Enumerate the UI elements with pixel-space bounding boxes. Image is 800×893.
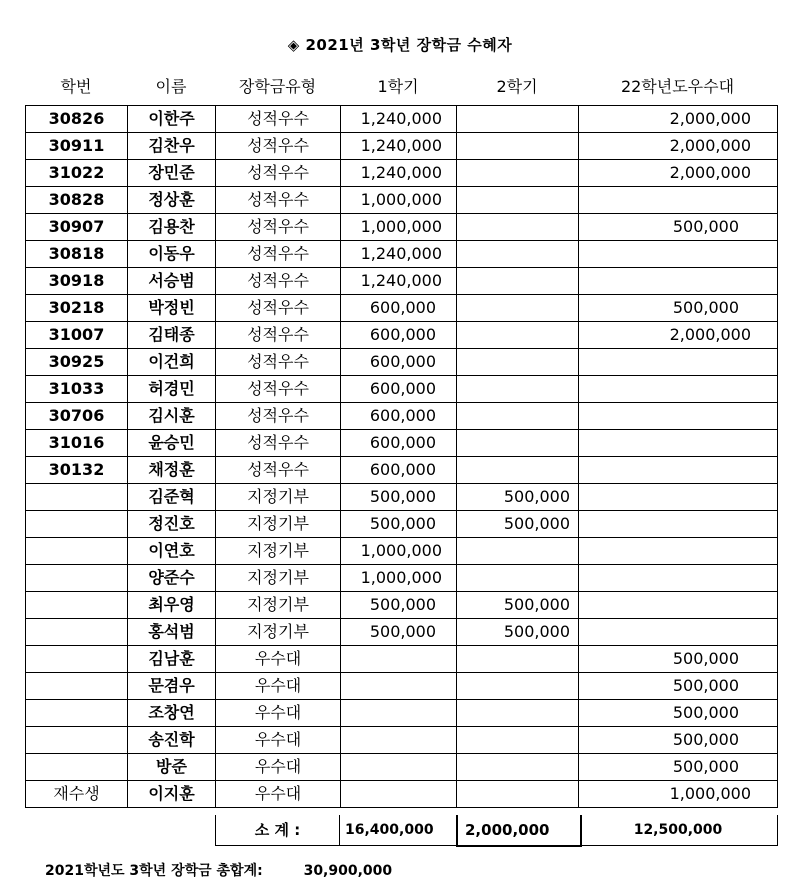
table-row [26, 619, 778, 646]
cell-sem2: 500,000 [457, 484, 579, 511]
cell-name: 이연호 [128, 538, 216, 565]
table-row [26, 349, 778, 376]
table-row [26, 430, 778, 457]
table-row [26, 592, 778, 619]
cell-type: 성적우수 [216, 322, 341, 349]
cell-type: 우수대 [216, 673, 341, 700]
table-row [26, 511, 778, 538]
cell-extra [579, 430, 778, 457]
table-row [26, 754, 778, 781]
cell-name: 이동우 [128, 241, 216, 268]
cell-sem1: 500,000 [341, 619, 457, 646]
cell-extra: 500,000 [579, 727, 778, 754]
cell-id: 재수생 [26, 781, 128, 808]
cell-sem1 [341, 646, 457, 673]
cell-id: 30918 [26, 268, 128, 295]
header-name: 이름 [155, 77, 187, 96]
table-row [26, 160, 778, 187]
cell-sem2: 500,000 [457, 511, 579, 538]
cell-type: 지정기부 [216, 592, 341, 619]
cell-type: 지정기부 [216, 565, 341, 592]
page-title: ◈ 2021년 3학년 장학금 수혜자 [287, 36, 513, 54]
cell-id [26, 673, 128, 700]
cell-type: 성적우수 [216, 430, 341, 457]
cell-type: 성적우수 [216, 133, 341, 160]
cell-extra [579, 268, 778, 295]
cell-sem1 [341, 754, 457, 781]
cell-extra [579, 619, 778, 646]
cell-extra: 500,000 [579, 295, 778, 322]
cell-extra: 500,000 [579, 214, 778, 241]
cell-sem2 [457, 376, 579, 403]
cell-id [26, 727, 128, 754]
cell-id: 30911 [26, 133, 128, 160]
cell-extra: 500,000 [579, 700, 778, 727]
cell-type: 성적우수 [216, 214, 341, 241]
cell-sem2 [457, 133, 579, 160]
cell-id [26, 619, 128, 646]
grand-total-label: 2021학년도 3학년 장학금 총합계: [45, 863, 263, 879]
grand-total-value: 30,900,000 [303, 863, 393, 879]
cell-type: 성적우수 [216, 160, 341, 187]
cell-sem2 [457, 646, 579, 673]
table-row [26, 538, 778, 565]
cell-sem1 [341, 700, 457, 727]
cell-sem1: 600,000 [341, 430, 457, 457]
cell-extra [579, 349, 778, 376]
cell-extra [579, 511, 778, 538]
cell-type: 지정기부 [216, 484, 341, 511]
cell-sem1: 1,240,000 [341, 106, 457, 133]
cell-type: 우수대 [216, 700, 341, 727]
table-row [26, 403, 778, 430]
cell-sem2 [457, 160, 579, 187]
cell-type: 성적우수 [216, 268, 341, 295]
header-sem1: 1학기 [377, 77, 419, 96]
cell-type: 지정기부 [216, 511, 341, 538]
cell-id [26, 592, 128, 619]
cell-sem1 [341, 727, 457, 754]
cell-type: 성적우수 [216, 106, 341, 133]
cell-name: 김준혁 [128, 484, 216, 511]
cell-sem2 [457, 106, 579, 133]
cell-sem1: 1,000,000 [341, 565, 457, 592]
cell-id: 30828 [26, 187, 128, 214]
cell-name: 이건희 [128, 349, 216, 376]
cell-sem1: 600,000 [341, 403, 457, 430]
cell-name: 김시훈 [128, 403, 216, 430]
table-row [26, 376, 778, 403]
cell-sem1: 1,240,000 [341, 160, 457, 187]
cell-extra [579, 241, 778, 268]
subtotal-sem2: 2,000,000 [465, 821, 550, 839]
subtotal-extra: 12,500,000 [633, 822, 723, 838]
cell-sem1: 500,000 [341, 484, 457, 511]
cell-id [26, 484, 128, 511]
cell-id [26, 511, 128, 538]
cell-extra: 500,000 [579, 646, 778, 673]
cell-name: 송진학 [128, 727, 216, 754]
table-row [26, 727, 778, 754]
cell-type: 우수대 [216, 727, 341, 754]
cell-name: 윤승민 [128, 430, 216, 457]
cell-sem1: 600,000 [341, 295, 457, 322]
cell-extra: 2,000,000 [579, 133, 778, 160]
cell-extra [579, 376, 778, 403]
table-row [26, 646, 778, 673]
cell-sem1: 600,000 [341, 322, 457, 349]
cell-extra: 500,000 [579, 754, 778, 781]
cell-id [26, 646, 128, 673]
table-row [26, 187, 778, 214]
cell-sem1: 500,000 [341, 511, 457, 538]
cell-sem2: 500,000 [457, 619, 579, 646]
cell-id: 30218 [26, 295, 128, 322]
cell-id: 30132 [26, 457, 128, 484]
cell-extra [579, 538, 778, 565]
cell-sem2 [457, 673, 579, 700]
cell-name: 김남훈 [128, 646, 216, 673]
cell-id: 31007 [26, 322, 128, 349]
cell-type: 성적우수 [216, 295, 341, 322]
cell-name: 김용찬 [128, 214, 216, 241]
cell-name: 홍석범 [128, 619, 216, 646]
cell-sem1: 500,000 [341, 592, 457, 619]
cell-sem2 [457, 214, 579, 241]
cell-type: 우수대 [216, 646, 341, 673]
header-id: 학번 [60, 77, 92, 96]
cell-id: 30818 [26, 241, 128, 268]
cell-sem2 [457, 700, 579, 727]
table-row [26, 214, 778, 241]
cell-name: 채정훈 [128, 457, 216, 484]
cell-id [26, 538, 128, 565]
cell-name: 박정빈 [128, 295, 216, 322]
cell-id: 30706 [26, 403, 128, 430]
cell-sem1: 600,000 [341, 376, 457, 403]
grand-total [45, 860, 392, 880]
cell-name: 방준 [128, 754, 216, 781]
cell-name: 이한주 [128, 106, 216, 133]
cell-sem2 [457, 781, 579, 808]
cell-type: 성적우수 [216, 349, 341, 376]
table-row [26, 322, 778, 349]
cell-type: 성적우수 [216, 376, 341, 403]
cell-id: 31022 [26, 160, 128, 187]
cell-sem2 [457, 430, 579, 457]
subtotal-label: 소 계 : [254, 821, 301, 839]
cell-id [26, 754, 128, 781]
table-row [26, 457, 778, 484]
cell-sem1 [341, 673, 457, 700]
cell-type: 우수대 [216, 754, 341, 781]
header-sem2: 2학기 [496, 77, 538, 96]
cell-extra [579, 187, 778, 214]
cell-sem1: 1,240,000 [341, 241, 457, 268]
cell-sem2 [457, 754, 579, 781]
cell-sem1: 600,000 [341, 349, 457, 376]
cell-type: 지정기부 [216, 619, 341, 646]
cell-sem2 [457, 457, 579, 484]
table-row [26, 133, 778, 160]
cell-sem2 [457, 322, 579, 349]
cell-type: 성적우수 [216, 241, 341, 268]
cell-sem2 [457, 241, 579, 268]
cell-type: 성적우수 [216, 187, 341, 214]
cell-sem2: 500,000 [457, 592, 579, 619]
cell-name: 허경민 [128, 376, 216, 403]
cell-id: 30826 [26, 106, 128, 133]
cell-name: 정진호 [128, 511, 216, 538]
cell-type: 성적우수 [216, 403, 341, 430]
cell-sem1: 1,240,000 [341, 268, 457, 295]
cell-id: 30925 [26, 349, 128, 376]
cell-extra [579, 565, 778, 592]
cell-extra: 500,000 [579, 673, 778, 700]
cell-name: 김찬우 [128, 133, 216, 160]
cell-name: 최우영 [128, 592, 216, 619]
cell-sem1: 1,000,000 [341, 538, 457, 565]
cell-name: 서승범 [128, 268, 216, 295]
table-row [26, 241, 778, 268]
cell-sem2 [457, 538, 579, 565]
cell-type: 지정기부 [216, 538, 341, 565]
cell-extra [579, 592, 778, 619]
cell-name: 김태종 [128, 322, 216, 349]
cell-extra: 2,000,000 [579, 160, 778, 187]
cell-sem2 [457, 295, 579, 322]
cell-extra: 2,000,000 [579, 106, 778, 133]
cell-extra: 1,000,000 [579, 781, 778, 808]
table-row [26, 781, 778, 808]
cell-name: 이지훈 [128, 781, 216, 808]
table-row [26, 106, 778, 133]
cell-sem2 [457, 565, 579, 592]
cell-id: 31033 [26, 376, 128, 403]
table-row [26, 700, 778, 727]
cell-sem1: 600,000 [341, 457, 457, 484]
table-body [26, 106, 778, 808]
header-type: 장학금유형 [238, 77, 317, 96]
table-row [26, 268, 778, 295]
cell-name: 조창연 [128, 700, 216, 727]
cell-id [26, 700, 128, 727]
cell-sem2 [457, 403, 579, 430]
table-row [26, 484, 778, 511]
cell-sem2 [457, 349, 579, 376]
scholarship-table [25, 105, 778, 808]
cell-sem1 [341, 781, 457, 808]
cell-sem2 [457, 187, 579, 214]
cell-extra: 2,000,000 [579, 322, 778, 349]
cell-id [26, 565, 128, 592]
cell-sem1: 1,000,000 [341, 214, 457, 241]
cell-sem2 [457, 727, 579, 754]
cell-sem1: 1,000,000 [341, 187, 457, 214]
cell-sem1: 1,240,000 [341, 133, 457, 160]
table-row [26, 673, 778, 700]
cell-name: 정상훈 [128, 187, 216, 214]
cell-extra [579, 403, 778, 430]
cell-id: 31016 [26, 430, 128, 457]
cell-name: 문겸우 [128, 673, 216, 700]
cell-extra [579, 457, 778, 484]
cell-sem2 [457, 268, 579, 295]
table-row [26, 295, 778, 322]
cell-id: 30907 [26, 214, 128, 241]
subtotal-sem1: 16,400,000 [345, 822, 434, 838]
cell-type: 성적우수 [216, 457, 341, 484]
cell-name: 장민준 [128, 160, 216, 187]
table-row [26, 565, 778, 592]
header-extra: 22학년도우수대 [620, 77, 735, 96]
cell-extra [579, 484, 778, 511]
cell-type: 우수대 [216, 781, 341, 808]
cell-name: 양준수 [128, 565, 216, 592]
